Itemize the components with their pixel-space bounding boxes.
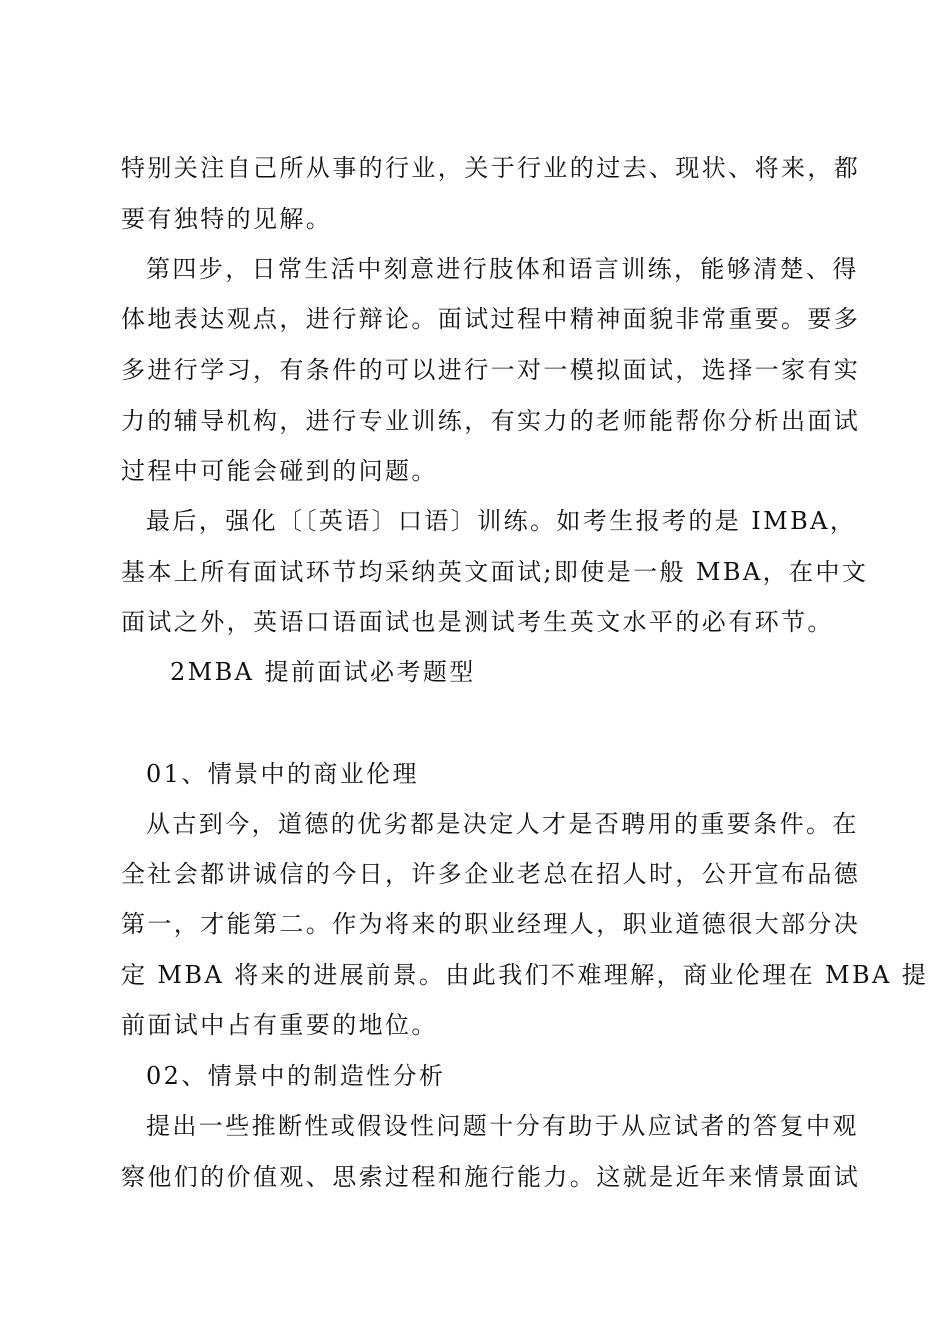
paragraph-line: 提出一些推断性或假设性问题十分有助于从应试者的答复中观 [146,1112,859,1140]
paragraph-line: 第一，才能第二。作为将来的职业经理人，职业道德很大部分决 [121,910,861,938]
paragraph-line: 前面试中占有重要的地位。 [121,1011,438,1039]
paragraph-line: 体地表达观点，进行辩论。面试过程中精神面貌非常重要。要多 [121,305,861,333]
paragraph-line: 过程中可能会碰到的问题。 [121,457,438,485]
section-heading: 2MBA 提前面试必考题型 [170,658,476,686]
subsection-heading: 02、情景中的制造性分析 [146,1062,446,1090]
paragraph-line: 特别关注自己所从事的行业，关于行业的过去、现状、将来，都 [121,154,861,182]
paragraph-line: 全社会都讲诚信的今日，许多企业老总在招人时，公开宣布品德 [121,860,861,888]
paragraph-line: 从古到今，道德的优劣都是决定人才是否聘用的重要条件。在 [146,810,859,838]
paragraph-line: 面试之外，英语口语面试也是测试考生英文水平的必有环节。 [121,608,834,636]
paragraph-line: 要有独特的见解。 [121,205,333,233]
paragraph-line: 定 MBA 将来的进展前景。由此我们不难理解，商业伦理在 MBA 提 [121,961,929,989]
paragraph-line: 力的辅导机构，进行专业训练，有实力的老师能帮你分析出面试 [121,407,861,435]
paragraph-line: 多进行学习，有条件的可以进行一对一模拟面试，选择一家有实 [121,356,861,384]
subsection-heading: 01、情景中的商业伦理 [146,760,419,788]
paragraph-line: 第四步，日常生活中刻意进行肢体和语言训练，能够清楚、得 [146,255,859,283]
paragraph-line: 基本上所有面试环节均采纳英文面试;即使是一般 MBA，在中文 [121,558,869,586]
paragraph-line: 察他们的价值观、思索过程和施行能力。这就是近年来情景面试 [121,1163,861,1191]
paragraph-line: 最后，强化〔〔英语〕口语〕训练。如考生报考的是 IMBA， [146,507,857,535]
